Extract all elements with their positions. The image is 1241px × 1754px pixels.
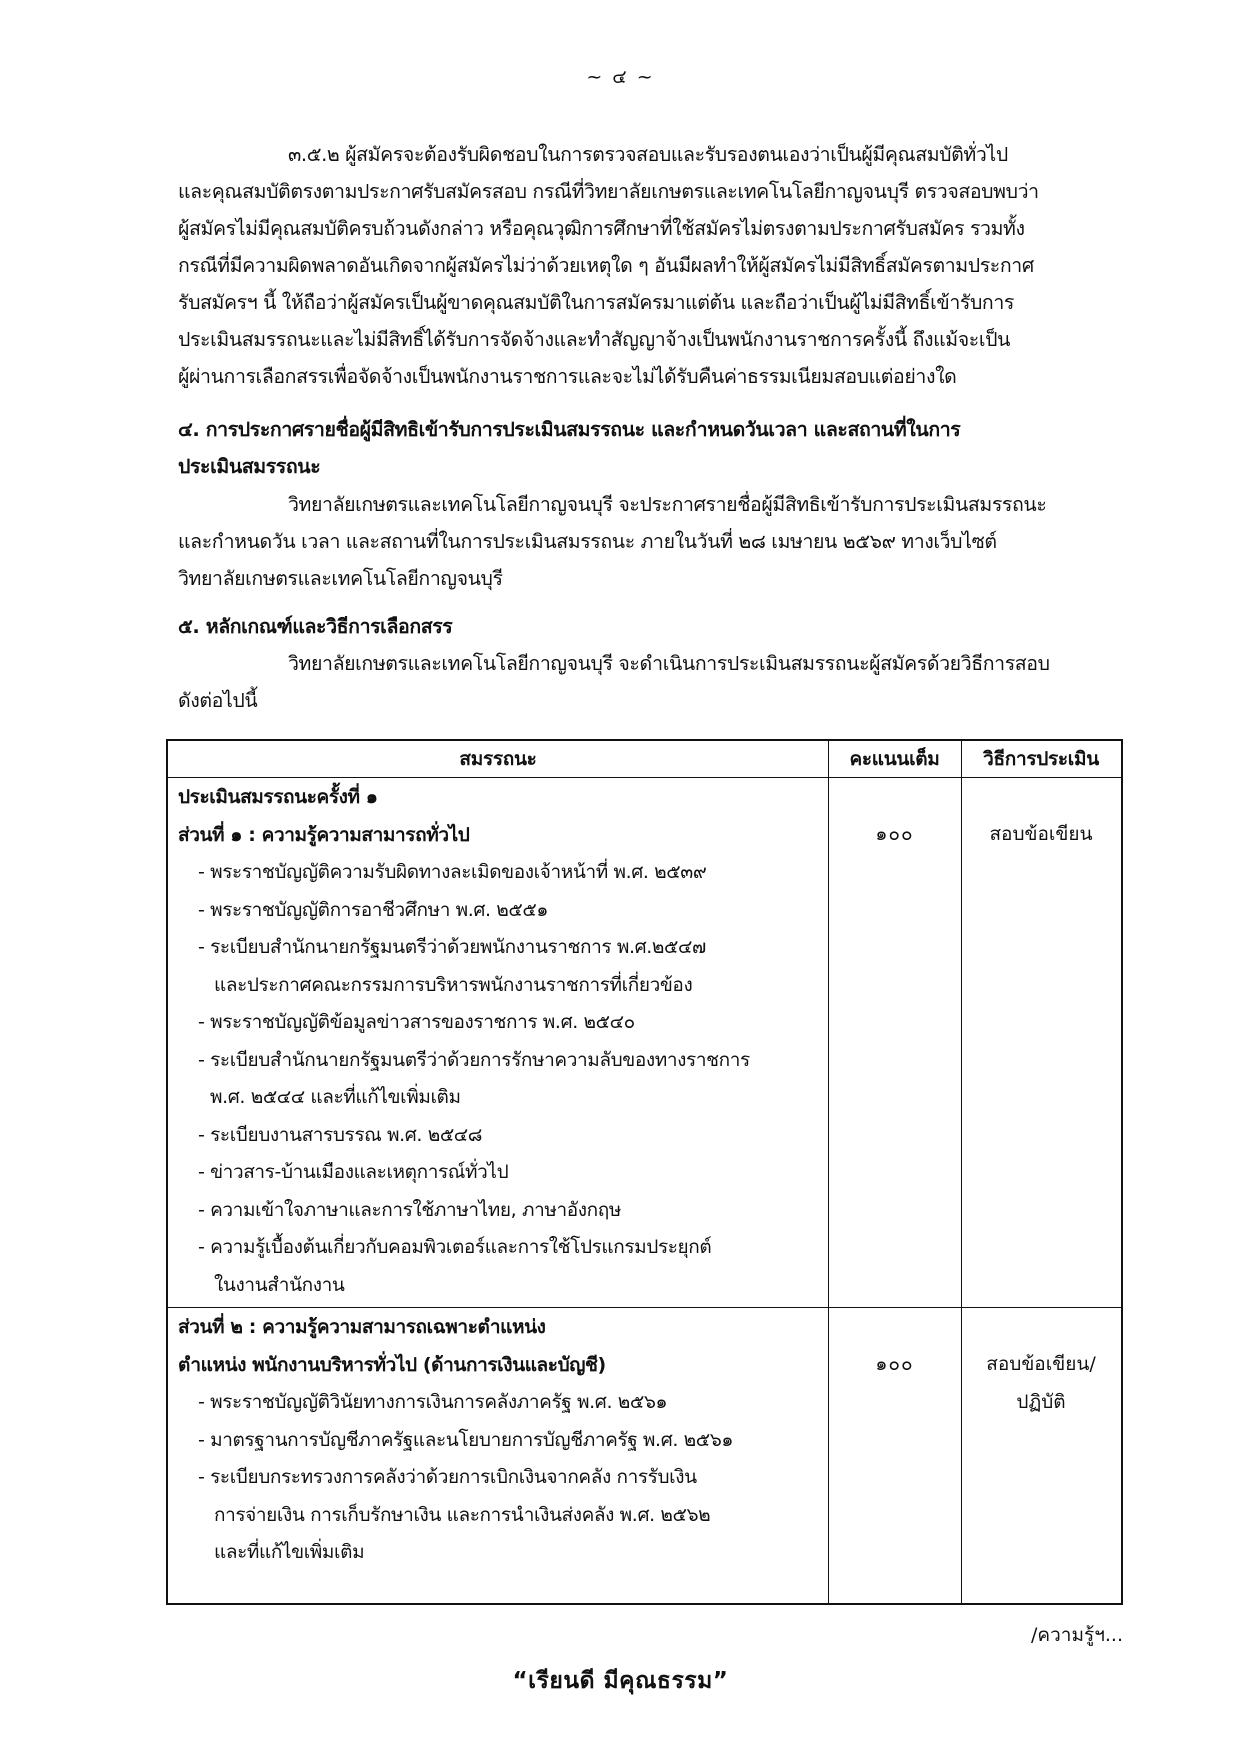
paragraph-line: ผู้สมัครไม่มีคุณสมบัติครบถ้วนดังกล่าว หรือคุณวุฒิการศึกษาที่ใช้สมัครไม่ตรงตามประกาศรับสมัคร รวมทั้ง — [178, 217, 1025, 240]
header-competency: สมรรถนะ — [459, 748, 537, 770]
page-number: ~ ๔ ~ — [586, 66, 655, 88]
full-score-cell: ๑๐๐ — [875, 1353, 914, 1375]
assessment-method-cell — [961, 816, 1121, 854]
list-item: - ระเบียบกระทรวงการคลังว่าด้วยการเบิกเงินจากคลัง การรับเงิน — [198, 1466, 697, 1488]
list-item: - มาตรฐานการบัญชีภาครัฐและนโยบายการบัญชีภาครัฐ พ.ศ. ๒๕๖๑ — [198, 1428, 734, 1451]
list-item: - ระเบียบสำนักนายกรัฐมนตรีว่าด้วยการรักษาความลับของทางราชการ — [198, 1048, 750, 1071]
section-4-body — [178, 486, 1122, 597]
paragraph-line: วิทยาลัยเกษตรและเทคโนโลยีกาญจนบุรี จะดำเนินการประเมินสมรรถนะผู้สมัครด้วยวิธีการสอบ — [288, 652, 1050, 675]
method-line: สอบข้อเขียน/ — [986, 1353, 1096, 1375]
list-item: - ข่าวสาร-บ้านเมืองและเหตุการณ์ทั่วไป — [198, 1161, 509, 1183]
list-item-continuation: การจ่ายเงิน การเก็บรักษาเงิน และการนำเงินส่งคลัง พ.ศ. ๒๕๖๒ — [214, 1503, 711, 1526]
column-divider — [961, 741, 962, 1603]
paragraph-line: และกำหนดวัน เวลา และสถานที่ในการประเมินสมรรถนะ ภายในวันที่ ๒๘ เมษายน ๒๕๖๙ ทางเว็บไซต์ — [178, 530, 997, 553]
paragraph-line: วิทยาลัยเกษตรและเทคโนโลยีกาญจนบุรี — [178, 567, 503, 590]
list-item-continuation: และที่แก้ไขเพิ่มเติม — [214, 1541, 365, 1563]
paragraph-line: ดังต่อไปนี้ — [178, 689, 258, 712]
list-item-continuation: ในงานสำนักงาน — [214, 1273, 345, 1296]
list-item: - ระเบียบงานสารบรรณ พ.ศ. ๒๕๔๘ — [198, 1123, 483, 1146]
row-divider — [168, 777, 1121, 778]
list-item: - พระราชบัญญัติการอาชีวศึกษา พ.ศ. ๒๕๕๑ — [198, 898, 549, 921]
footer-motto: “เรียนดี มีคุณธรรม” — [512, 1668, 729, 1694]
list-item: - พระราชบัญญัติข้อมูลข่าวสารของราชการ พ.ศ. ๒๕๔๐ — [198, 1011, 635, 1033]
list-item-continuation: และประกาศคณะกรรมการบริหารพนักงานราชการที่เกี่ยวข้อง — [214, 973, 693, 996]
assessment-method-cell — [961, 1346, 1121, 1421]
paragraph-line: และคุณสมบัติตรงตามประกาศรับสมัครสอบ กรณีที่วิทยาลัยเกษตรและเทคโนโลยีกาญจนบุรี ตรวจสอบพบว่า — [178, 180, 1039, 203]
section-5-body — [178, 645, 1122, 719]
paragraph-line: ประเมินสมรรถนะและไม่มีสิทธิ์ได้รับการจัดจ้างและทำสัญญาจ้างเป็นพนักงานราชการครั้งนี้ ถึงแม้จะเป็น — [178, 328, 1011, 351]
method-line: สอบข้อเขียน — [989, 823, 1093, 845]
header-assessment-method: วิธีการประเมิน — [983, 748, 1099, 770]
row-title: ประเมินสมรรถนะครั้งที่ ๑ — [178, 786, 378, 808]
competency-table — [166, 739, 1123, 1605]
list-item: - พระราชบัญญัติความรับผิดทางละเมิดของเจ้าหน้าที่ พ.ศ. ๒๕๓๙ — [198, 861, 707, 883]
method-line: ปฏิบัติ — [1016, 1390, 1066, 1413]
table-row-part-1 — [178, 779, 818, 1304]
row-position: ตำแหน่ง พนักงานบริหารทั่วไป (ด้านการเงินและบัญชี) — [178, 1353, 606, 1376]
paragraph-line: ๓.๕.๒ ผู้สมัครจะต้องรับผิดชอบในการตรวจสอบและรับรองตนเองว่าเป็นผู้มีคุณสมบัติทั่วไป — [288, 143, 1008, 166]
paragraph-line: วิทยาลัยเกษตรและเทคโนโลยีกาญจนบุรี จะประกาศรายชื่อผู้มีสิทธิเข้ารับการประเมินสมรรถนะ — [288, 493, 1047, 516]
list-item: - พระราชบัญญัติวินัยทางการเงินการคลังภาครัฐ พ.ศ. ๒๕๖๑ — [198, 1391, 668, 1413]
header-full-score: คะแนนเต็ม — [849, 748, 940, 770]
list-item: - ระเบียบสำนักนายกรัฐมนตรีว่าด้วยพนักงานราชการ พ.ศ.๒๕๔๗ — [198, 936, 706, 958]
table-row-part-2 — [178, 1309, 818, 1572]
paragraph-line: ผู้ผ่านการเลือกสรรเพื่อจัดจ้างเป็นพนักงานราชการและจะไม่ได้รับคืนค่าธรรมเนียมสอบแต่อย่างใด — [178, 365, 957, 388]
paragraph-3-5-2 — [178, 136, 1122, 395]
column-divider — [828, 741, 829, 1603]
continued-marker: /ความรู้ฯ... — [1031, 1624, 1123, 1646]
list-item-continuation: พ.ศ. ๒๕๔๔ และที่แก้ไขเพิ่มเติม — [210, 1086, 461, 1108]
paragraph-line: กรณีที่มีความผิดพลาดอันเกิดจากผู้สมัครไม่ว่าด้วยเหตุใด ๆ อันมีผลทำให้ผู้สมัครไม่มีสิทธิ์สมัครตามประกาศ — [178, 254, 1034, 277]
section-4-heading — [178, 411, 1122, 485]
heading-line: ๕. หลักเกณฑ์และวิธีการเลือกสรร — [178, 615, 453, 638]
full-score-cell: ๑๐๐ — [875, 823, 914, 845]
paragraph-line: รับสมัครฯ นี้ ให้ถือว่าผู้สมัครเป็นผู้ขาดคุณสมบัติในการสมัครมาแต่ต้น และถือว่าเป็นผู้ไม่มีสิทธิ์เข้ารับการ — [178, 291, 1014, 314]
section-5-heading — [178, 608, 1122, 645]
list-item: - ความเข้าใจภาษาและการใช้ภาษาไทย, ภาษาอังกฤษ — [198, 1198, 621, 1221]
heading-line: ๔. การประกาศรายชื่อผู้มีสิทธิเข้ารับการประเมินสมรรถนะ และกำหนดวันเวลา และสถานที่ในการ — [178, 418, 961, 441]
heading-line: ประเมินสมรรถนะ — [178, 455, 321, 478]
row-subtitle: ส่วนที่ ๒ : ความรู้ความสามารถเฉพาะตำแหน่ง — [178, 1316, 546, 1338]
list-item: - ความรู้เบื้องต้นเกี่ยวกับคอมพิวเตอร์และการใช้โปรแกรมประยุกต์ — [198, 1236, 712, 1258]
row-divider — [168, 1307, 1121, 1308]
row-subtitle: ส่วนที่ ๑ : ความรู้ความสามารถทั่วไป — [178, 823, 470, 846]
